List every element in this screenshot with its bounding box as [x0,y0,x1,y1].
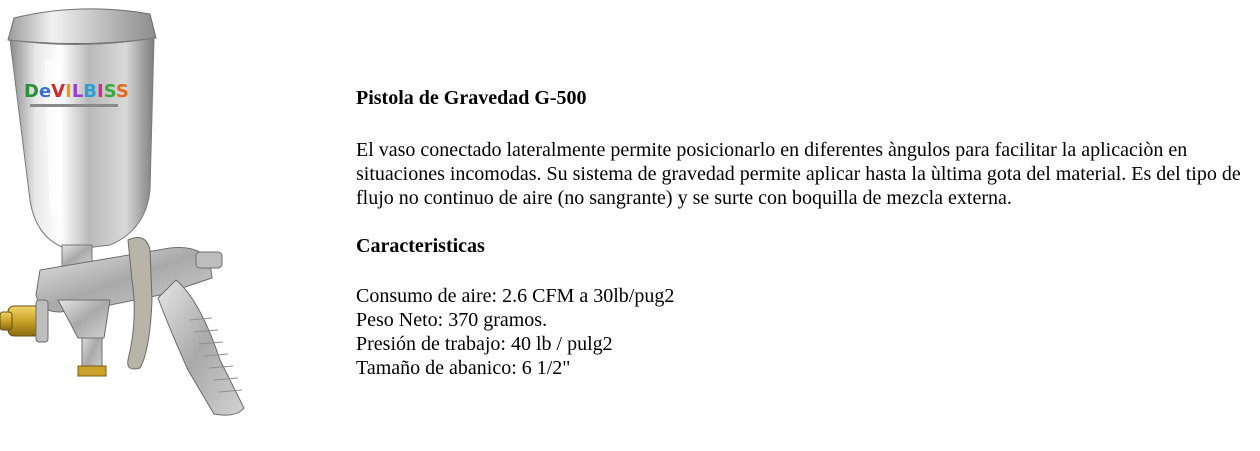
brass-nozzle [0,300,48,342]
features-heading: Caracteristicas [356,235,485,257]
feature-item: Presión de trabajo: 40 lb / pulg2 [356,333,613,355]
paint-cup [10,38,154,250]
svg-text:DeVILBISS: DeVILBISS [24,81,129,102]
product-content [356,86,1256,380]
feature-item: Peso Neto: 370 gramos. [356,309,548,331]
features-list [356,284,1256,380]
cup-lid [8,9,156,44]
spray-gun-illustration [0,0,290,451]
product-title: Pistola de Gravedad G-500 [356,87,587,109]
gun-handle [158,280,244,415]
trigger [128,238,152,369]
product-description: El vaso conectado lateralmente permite posicionarlo en diferentes àngulos para facilitar la aplicaciòn en situaciones incomodas. Su sistema de gravedad permite aplicar hasta la ùltima gota del material. Es del tipo de flujo no continuo de aire (no sangrante) y se surte con boquilla de mezcla externa. [356,139,1241,209]
product-image [0,0,290,451]
feature-item: Tamaño de abanico: 6 1/2" [356,357,571,379]
feature-item: Consumo de aire: 2.6 CFM a 30lb/pug2 [356,285,675,307]
